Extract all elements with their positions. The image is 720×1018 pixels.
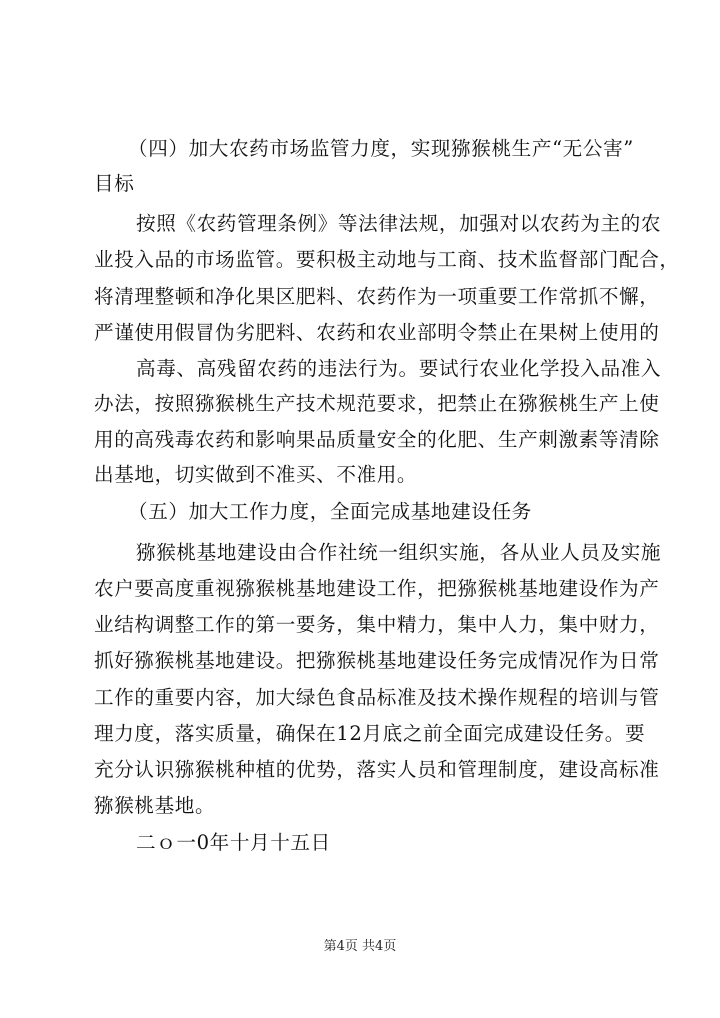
- paragraph-line: 工作的重要内容，加大绿色食品标准及技术操作规程的培训与管: [94, 686, 660, 709]
- paragraph-line: 高毒、高残留农药的违法行为。要试行农业化学投入品准入: [136, 357, 662, 380]
- section-4-heading: （四）加大农药市场监管力度，实现猕猴桃生产“无公害”: [128, 137, 634, 160]
- paragraph-line: 理力度，落实质量，确保在12月底之前全面完成建设任务。要: [94, 722, 646, 745]
- page-number-footer: 第4页 共4页: [323, 939, 397, 954]
- paragraph-line: 猕猴桃基地。: [94, 794, 216, 817]
- paragraph-line: 严谨使用假冒伪劣肥料、农药和农业部明令禁止在果树上使用的: [94, 321, 660, 344]
- paragraph-line: 用的高残毒农药和影响果品质量安全的化肥、生产刺激素等清除: [94, 428, 660, 451]
- paragraph-line: 业结构调整工作的第一要务，集中精力，集中人力，集中财力，: [94, 613, 660, 636]
- paragraph-line: 按照《农药管理条例》等法律法规，加强对以农药为主的农: [136, 212, 662, 235]
- paragraph-line: 出基地，切实做到不准买、不准用。: [94, 463, 418, 486]
- section-5-heading: （五）加大工作力度，全面完成基地建设任务: [128, 500, 532, 523]
- paragraph-line: 抓好猕猴桃基地建设。把猕猴桃基地建设任务完成情况作为日常: [94, 649, 660, 672]
- paragraph-line: 充分认识猕猴桃种植的优势，落实人员和管理制度，建设高标准: [94, 758, 660, 781]
- section-4-heading-cont: 目标: [94, 172, 135, 195]
- paragraph-line: 业投入品的市场监管。要积极主动地与工商、技术监督部门配合，: [94, 248, 680, 271]
- paragraph-line: 猕猴桃基地建设由合作社统一组织实施，各从业人员及实施: [136, 541, 662, 564]
- paragraph-line: 农户要高度重视猕猴桃基地建设工作，把猕猴桃基地建设作为产: [94, 577, 660, 600]
- paragraph-line: 将清理整顿和净化果区肥料、农药作为一项重要工作常抓不懈，: [94, 285, 660, 308]
- document-date: 二ｏ一0年十月十五日: [136, 831, 331, 854]
- paragraph-line: 办法，按照猕猴桃生产技术规范要求，把禁止在猕猴桃生产上使: [94, 392, 660, 415]
